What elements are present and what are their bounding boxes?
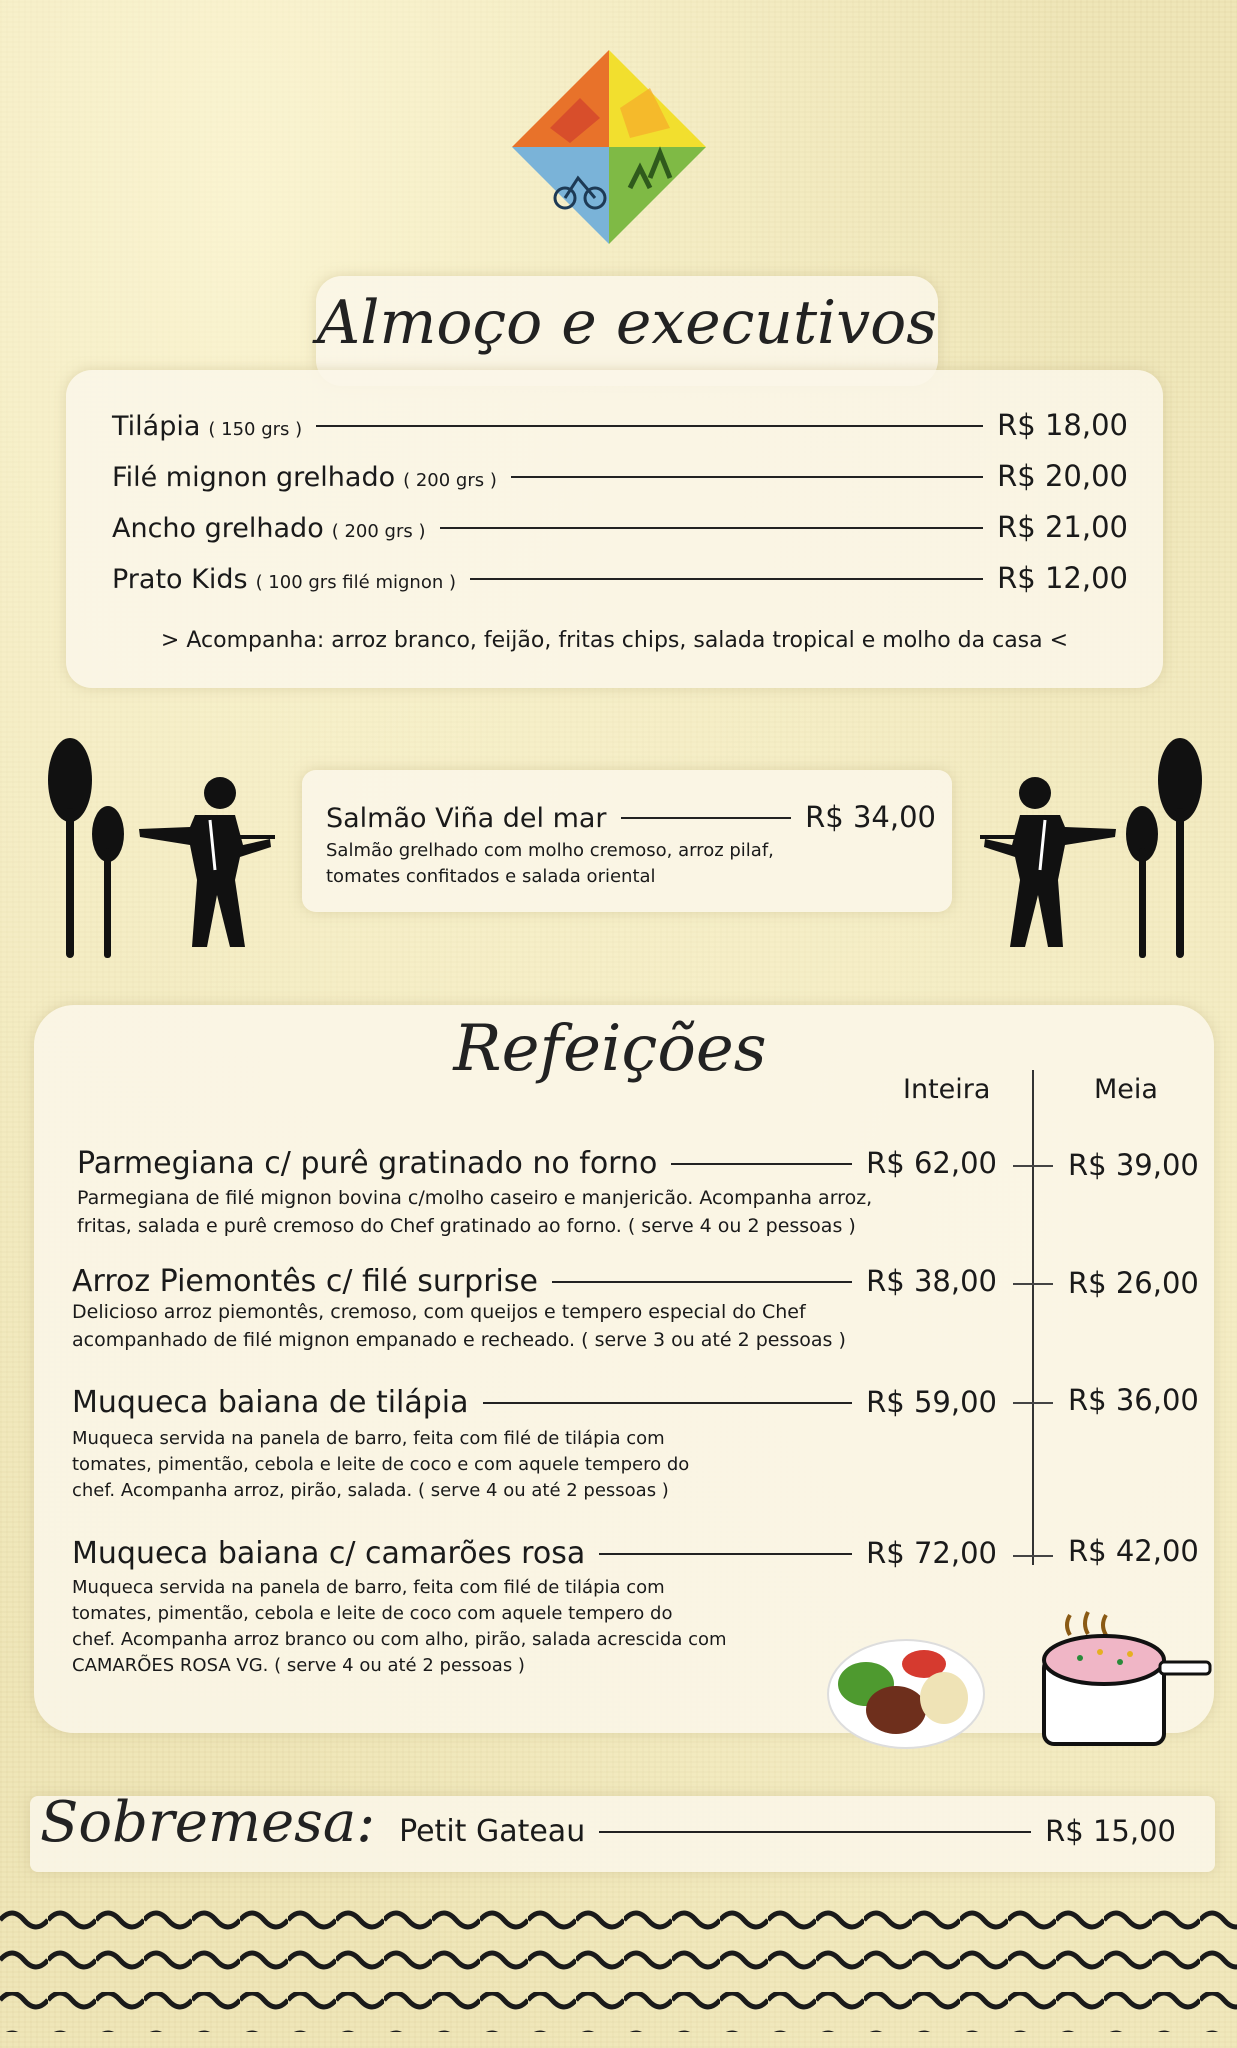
leader-line xyxy=(316,425,983,427)
menu-row xyxy=(112,510,1128,544)
leader-line xyxy=(511,476,983,478)
dish-name: Filé mignon grelhado xyxy=(112,462,396,493)
diamond-logo-icon xyxy=(510,48,708,246)
meal-price-full: R$ 59,00 xyxy=(866,1385,997,1419)
dish-portion: ( 150 grs ) xyxy=(208,419,303,440)
dish-price: R$ 21,00 xyxy=(997,510,1128,544)
dish-price: R$ 20,00 xyxy=(997,459,1128,493)
divider-tick xyxy=(1013,1555,1053,1557)
meal-price-half: R$ 26,00 xyxy=(1068,1266,1199,1300)
waiter-icon xyxy=(135,775,275,950)
special-description: Salmão grelhado com molho cremoso, arroz pilaf, tomates confitados e salada oriental xyxy=(326,840,774,887)
meal-description: Muqueca servida na panela de barro, feita com filé de tilápia com tomates, pimentão, cebola e leite de coco com aquele tempero do chef. Acompanha arroz branco ou com alho, pirão, salada acrescida com CAMARÕES ROSA VG. ( serve 4 ou até 2 pessoas ) xyxy=(72,1577,727,1676)
almoco-title: Almoço e executivos xyxy=(316,288,938,358)
dessert-row xyxy=(40,1790,1176,1855)
meal-price-full: R$ 72,00 xyxy=(866,1536,997,1570)
spoon-icon xyxy=(46,738,132,958)
dish-price: R$ 12,00 xyxy=(997,561,1128,595)
side-dishes-note: > Acompanha: arroz branco, feijão, fritas chips, salada tropical e molho da casa < xyxy=(160,628,1069,653)
spoon-icon xyxy=(1118,738,1204,958)
divider-tick xyxy=(1013,1402,1053,1404)
meal-description: Muqueca servida na panela de barro, feita com filé de tilápia com tomates, pimentão, cebola e leite de coco e com aquele tempero do chef. Acompanha arroz, pirão, salada. ( serve 4 ou até 2 pessoas ) xyxy=(72,1428,690,1501)
dish-price: R$ 18,00 xyxy=(997,408,1128,442)
leader-line xyxy=(599,1553,852,1555)
divider-tick xyxy=(1013,1283,1053,1285)
special-row xyxy=(326,800,936,834)
meal-row xyxy=(72,1385,997,1420)
sobremesa-title: Sobremesa: xyxy=(40,1790,376,1855)
divider-tick xyxy=(1013,1165,1053,1167)
meal-description: Delicioso arroz piemontês, cremoso, com queijos e tempero especial do Chef acompanhado de filé mignon empanado e recheado. ( serve 3 ou até 2 pessoas ) xyxy=(72,1301,846,1351)
menu-row xyxy=(112,408,1128,442)
leader-line xyxy=(599,1831,1031,1833)
dish-portion: ( 200 grs ) xyxy=(403,470,497,491)
wave-border xyxy=(0,1900,1237,2040)
meal-name: Parmegiana c/ purê gratinado no forno xyxy=(77,1146,658,1181)
leader-line xyxy=(621,817,792,819)
special-name: Salmão Viña del mar xyxy=(326,803,607,834)
dish-name: Tilápia xyxy=(112,411,201,442)
leader-line xyxy=(552,1281,852,1283)
dish-name: Ancho grelhado xyxy=(112,513,324,544)
refeicoes-title: Refeições xyxy=(453,1012,767,1086)
leader-line xyxy=(470,578,983,580)
meal-name: Muqueca baiana de tilápia xyxy=(72,1385,469,1420)
meal-name: Muqueca baiana c/ camarões rosa xyxy=(72,1536,586,1571)
meal-price-half: R$ 42,00 xyxy=(1068,1534,1199,1568)
dessert-name: Petit Gateau xyxy=(399,1814,586,1849)
meal-description: Parmegiana de filé mignon bovina c/molho caseiro e manjericão. Acompanha arroz, fritas, salada e purê cremoso do Chef gratinado ao forno. ( serve 4 ou 2 pessoas ) xyxy=(77,1187,873,1237)
special-price: R$ 34,00 xyxy=(805,800,936,834)
menu-row xyxy=(112,561,1128,595)
meal-price-full: R$ 62,00 xyxy=(866,1146,997,1180)
meal-price-half: R$ 39,00 xyxy=(1068,1148,1199,1182)
meal-price-half: R$ 36,00 xyxy=(1068,1383,1199,1417)
column-divider xyxy=(1032,1070,1034,1565)
waiter-icon xyxy=(980,775,1120,950)
meal-price-full: R$ 38,00 xyxy=(866,1264,997,1298)
meal-row xyxy=(72,1264,997,1299)
column-header-half: Meia xyxy=(1094,1074,1158,1105)
dish-name: Prato Kids xyxy=(112,564,248,595)
meal-row xyxy=(77,1146,997,1181)
meal-row xyxy=(72,1536,997,1571)
column-header-full: Inteira xyxy=(903,1074,991,1105)
soup-pot-icon xyxy=(1040,1600,1215,1750)
leader-line xyxy=(483,1402,853,1404)
menu-row xyxy=(112,459,1128,493)
dish-portion: ( 100 grs filé mignon ) xyxy=(255,572,456,593)
leader-line xyxy=(671,1163,852,1165)
leader-line xyxy=(440,527,984,529)
food-plate-icon xyxy=(826,1636,986,1751)
meal-name: Arroz Piemontês c/ filé surprise xyxy=(72,1264,538,1299)
dish-portion: ( 200 grs ) xyxy=(331,521,426,542)
dessert-price: R$ 15,00 xyxy=(1045,1814,1176,1848)
